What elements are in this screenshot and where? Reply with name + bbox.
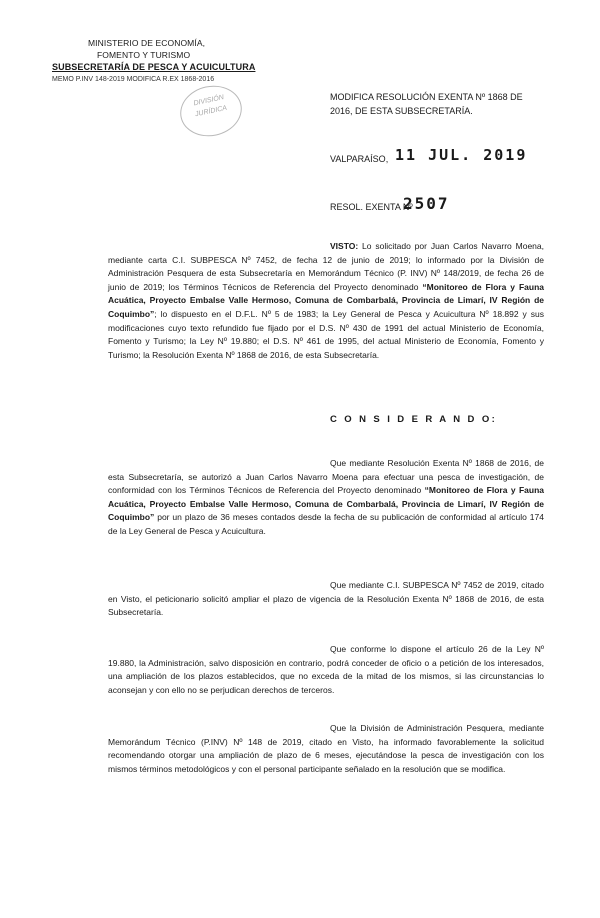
resolution-number: 2507 xyxy=(403,194,450,213)
considerando-3: Que conforme lo dispone el artículo 26 de la Ley Nº 19.880, la Administración, salvo disposición en contrario, podrá conceder de oficio o a petición de los interesados, una ampliación de los plazos establecidos, que no exceda de la mitad de los mismos, si las circunstancias lo aconsejan y con ello no se perjudican derechos de terceros. xyxy=(108,644,544,695)
considerando-1: Que mediante Resolución Exenta Nº 1868 de 2016, de esta Subsecretaría, se autorizó a Juan Carlos Navarro Moena para efectuar una pesca de investigación, de conformidad con los Términos Técnicos de Referencia del Proyecto denominado “Monitoreo de Flora y Fauna Acuática, Proyecto Embalse Valle Hermoso, Comuna de Combarbalá, Provincia de Limarí, IV Región de Coquimbo” por un plazo de 36 meses contados desde la fecha de su publicación de conformidad al artículo 174 de la Ley General de Pesca y Acuicultura. xyxy=(108,458,544,536)
subject-line-2: 2016, DE ESTA SUBSECRETARÍA. xyxy=(330,106,473,116)
stamp xyxy=(175,80,246,142)
memo-reference: MEMO P.INV 148-2019 MODIFICA R.EX 1868-2016 xyxy=(52,76,215,83)
considerando-2: Que mediante C.I. SUBPESCA Nº 7452 de 2019, citado en Visto, el peticionario solicitó ampliar el plazo de vigencia de la Resolución Exenta Nº 1868 de 2016, de esta Subsecretaría. xyxy=(108,580,544,618)
visto-paragraph: VISTO: Lo solicitado por Juan Carlos Navarro Moena, mediante carta C.I. SUBPESCA Nº 7452, de fecha 12 de junio de 2019; lo informado por la División de Administración Pesquera de esta Subsecretaría en Memorándum Técnico (P. INV) Nº 148/2019, de fecha 26 de junio de 2019; los Términos Técnicos de Referencia del Proyecto denominado “Monitoreo de Flora y Fauna Acuática, Proyecto Embalse Valle Hermoso, Comuna de Combarbalá, Provincia de Limarí, IV Región de Coquimbo”; lo dispuesto en el D.F.L. Nº 5 de 1983; la Ley General de Pesca y Acuicultura Nº 18.892 y sus modificaciones cuyo texto refundido fue fijado por el D.S. Nº 430 de 1991 del actual Ministerio de Economía, Fomento y Turismo; la Ley Nº 19.880; el D.S. Nº 461 de 1995, del actual Ministerio de Economía, Fomento y Turismo; la Resolución Exenta Nº 1868 de 2016, de esta Subsecretaría. xyxy=(108,241,545,360)
resolution-label: RESOL. EXENTA Nº xyxy=(330,202,413,212)
visto-label: VISTO: xyxy=(330,241,359,251)
ministry-subtitle: FOMENTO Y TURISMO xyxy=(97,50,191,60)
date-value: 11 JUL. 2019 xyxy=(395,146,528,164)
ministry-name: MINISTERIO DE ECONOMÍA, xyxy=(88,38,206,48)
undersecretariat-name: SUBSECRETARÍA DE PESCA Y ACUICULTURA xyxy=(52,62,256,72)
considerando-heading: C O N S I D E R A N D O: xyxy=(330,414,498,425)
stamp-text: DIVISIÓN JURÍDICA xyxy=(193,94,228,119)
date-city: VALPARAÍSO, xyxy=(330,154,389,164)
considerando-4: Que la División de Administración Pesquera, mediante Memorándum Técnico (P.INV) Nº 148 de 2019, citado en Visto, ha informado favorablemente la solicitud recomendando otorgar una ampliación de plazo de 6 meses, ejecutándose la pesca de investigación con los mismos términos metodológicos y con el personal participante señalado en la resolución que se modifica. xyxy=(108,723,544,774)
subject-line-1: MODIFICA RESOLUCIÓN EXENTA Nº 1868 DE xyxy=(330,92,523,102)
